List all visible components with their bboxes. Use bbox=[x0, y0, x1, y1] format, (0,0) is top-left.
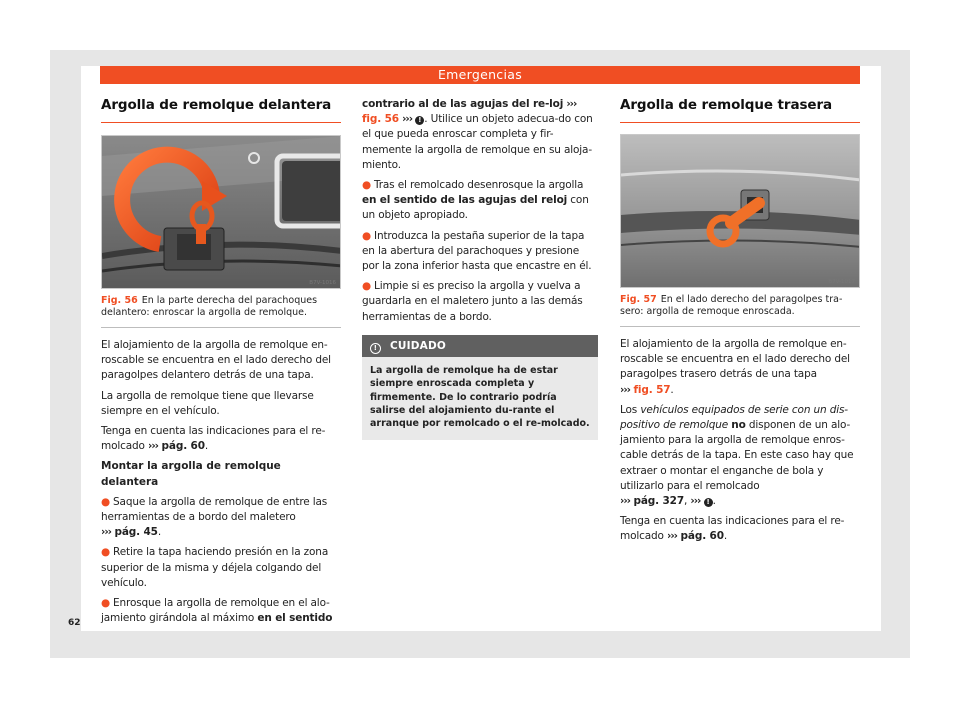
bullet-item: ● Saque la argolla de remolque de entre las herramientas de a bordo del maletero ››› pág. 45. bbox=[101, 495, 328, 539]
middle-column bbox=[362, 97, 598, 440]
mounting-subheading: Montar la argolla de remolque delantera bbox=[101, 460, 281, 488]
bullet-item: ● Introduzca la pestaña superior de la tapa en la abertura del parachoques y presione por la zona inferior hasta que encastre en él. bbox=[362, 229, 592, 273]
figure-label: Fig. 56 bbox=[101, 295, 138, 306]
figure-56 bbox=[101, 135, 341, 289]
page-reference[interactable]: ››› pág. 327 bbox=[620, 495, 684, 508]
caution-title: CUIDADO bbox=[390, 339, 447, 352]
front-tow-heading: Argolla de remolque delantera bbox=[101, 97, 341, 123]
bullet-item: ● Limpie si es preciso la argolla y vuelva a guardarla en el maletero junto a las demás herramientas de a bordo. bbox=[362, 280, 583, 323]
paragraph: Los vehículos equipados de serie con un dis-positivo de remolque no disponen de un alo-jamiento para la argolla de remolque enros-cable detrás de la tapa. En este caso hay que extraer o montar el enganche de bola y utilizarlo para el remolcado ››› pág. 327, ››› ! . bbox=[620, 403, 854, 508]
warning-icon: ! bbox=[415, 116, 424, 125]
warning-circle-icon: ! bbox=[370, 343, 381, 354]
figure-reference[interactable]: ››› fig. 57 bbox=[620, 383, 671, 396]
bullet-icon: ● bbox=[101, 495, 111, 508]
paragraph: contrario al de las agujas del re-loj ››› fig. 56 ››› ! . Utilice un objeto adecua-do con el que pueda enroscar completa y fir-memente la argolla de remolque en su aloja-miento. bbox=[362, 98, 593, 171]
right-column bbox=[620, 97, 860, 550]
paragraph: La argolla de remolque tiene que llevarse siempre en el vehículo. bbox=[101, 389, 314, 417]
page-number: 62 bbox=[68, 618, 81, 628]
warning-icon: ! bbox=[704, 498, 713, 507]
paragraph: El alojamiento de la argolla de remolque en-roscable se encuentra en el lado derecho del paragolpes trasero detrás de una tapa ››› fig. 57. bbox=[620, 338, 850, 396]
page-reference[interactable]: ››› pág. 60 bbox=[667, 530, 724, 543]
rear-bumper-illustration bbox=[621, 135, 860, 288]
paragraph: Tenga en cuenta las indicaciones para el re-molcado ››› pág. 60. bbox=[101, 425, 326, 453]
front-bumper-illustration bbox=[102, 136, 341, 289]
figure-57 bbox=[620, 134, 860, 288]
figure-code: B7V-1017 bbox=[828, 279, 855, 285]
figure-reference[interactable]: ››› fig. 56 bbox=[362, 98, 577, 126]
figure-57-caption bbox=[620, 294, 860, 327]
figure-code: B7V-1016 bbox=[309, 280, 336, 286]
bullet-icon: ● bbox=[362, 229, 372, 242]
bullet-item: ● Retire la tapa haciendo presión en la zona superior de la misma y déjela colgando del vehículo. bbox=[101, 546, 329, 589]
page-reference[interactable]: ››› pág. 60 bbox=[148, 440, 205, 453]
section-header bbox=[100, 66, 860, 84]
bullet-item: ● Enrosque la argolla de remolque en el alo-jamiento girándola al máximo en el sentido bbox=[101, 597, 333, 625]
rear-tow-heading: Argolla de remolque trasera bbox=[620, 97, 860, 123]
bullet-icon: ● bbox=[101, 546, 111, 559]
bullet-icon: ● bbox=[362, 280, 372, 293]
caution-header bbox=[362, 335, 598, 357]
bullet-icon: ● bbox=[362, 179, 372, 192]
caption-text: En el lado derecho del paragolpes tra-sero: argolla de remoque enroscada. bbox=[620, 294, 843, 317]
caption-text: En la parte derecha del parachoques delantero: enroscar la argolla de remolque. bbox=[101, 295, 318, 318]
left-column bbox=[101, 97, 341, 631]
caution-text: La argolla de remolque ha de estar siempre enroscada completa y firmemente. De lo contrario podría salirse del alojamiento du-rante el arranque por remolcado o el re-molcado. bbox=[362, 357, 598, 440]
page-reference[interactable]: ››› pág. 45 bbox=[101, 526, 158, 539]
paragraph: El alojamiento de la argolla de remolque en-roscable se encuentra en el lado derecho del paragolpes delantero detrás de una tapa. bbox=[101, 339, 331, 382]
bullet-icon: ● bbox=[101, 597, 111, 610]
bullet-item: ● Tras el remolcado desenrosque la argolla en el sentido de las agujas del reloj con un objeto apropiado. bbox=[362, 179, 589, 222]
figure-label: Fig. 57 bbox=[620, 294, 657, 305]
caution-box bbox=[362, 335, 598, 440]
paragraph: Tenga en cuenta las indicaciones para el re-molcado ››› pág. 60. bbox=[620, 515, 845, 543]
figure-56-caption bbox=[101, 295, 341, 328]
section-header-title: Emergencias bbox=[437, 67, 523, 82]
